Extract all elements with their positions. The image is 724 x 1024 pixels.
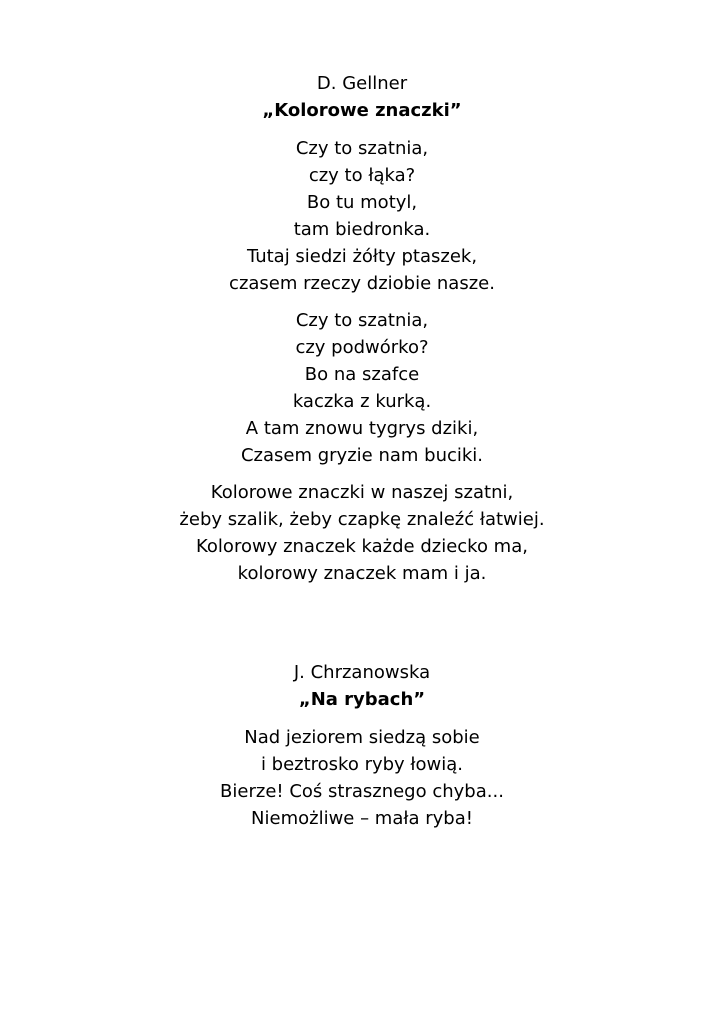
poem-line: A tam znowu tygrys dziki, — [245, 418, 479, 439]
poem-line: Czy to szatnia, — [295, 310, 429, 331]
poem-line: Kolorowy znaczek każde dziecko ma, — [196, 536, 528, 557]
poem-author: J. Chrzanowska — [293, 662, 431, 683]
poem-line: Niemożliwe – mała ryba! — [251, 808, 473, 829]
poem-line: i beztrosko ryby łowią. — [260, 754, 464, 775]
poem-line: czy podwórko? — [295, 337, 429, 358]
poem-line: Czasem gryzie nam buciki. — [240, 445, 484, 466]
poem-line: Bo tu motyl, — [306, 192, 418, 213]
poem-line: Tutaj siedzi żółty ptaszek, — [246, 246, 478, 267]
poem-line: Nad jeziorem siedzą sobie — [244, 727, 480, 748]
poem-line: Czy to szatnia, — [295, 138, 429, 159]
poem-line: Bo na szafce — [304, 364, 420, 385]
poem-line: Bierze! Coś strasznego chyba... — [220, 781, 504, 802]
poem-line: czasem rzeczy dziobie nasze. — [229, 273, 495, 294]
poem-line: kaczka z kurką. — [292, 391, 432, 412]
stanza — [0, 307, 724, 469]
poem-line: kolorowy znaczek mam i ja. — [237, 563, 487, 584]
poem-line: żeby szalik, żeby czapkę znaleźć łatwiej. — [179, 509, 545, 530]
poem-na-rybach — [0, 659, 724, 842]
poem-line: tam biedronka. — [293, 219, 431, 240]
poem-author: D. Gellner — [316, 73, 408, 94]
stanza — [0, 135, 724, 297]
stanza — [0, 479, 724, 587]
poem-kolorowe-znaczki — [0, 70, 724, 597]
stanza — [0, 724, 724, 832]
poem-title: „Kolorowe znaczki” — [262, 100, 462, 121]
poem-title: „Na rybach” — [298, 689, 426, 710]
poem-line: czy to łąka? — [308, 165, 416, 186]
poem-line: Kolorowe znaczki w naszej szatni, — [210, 482, 514, 503]
